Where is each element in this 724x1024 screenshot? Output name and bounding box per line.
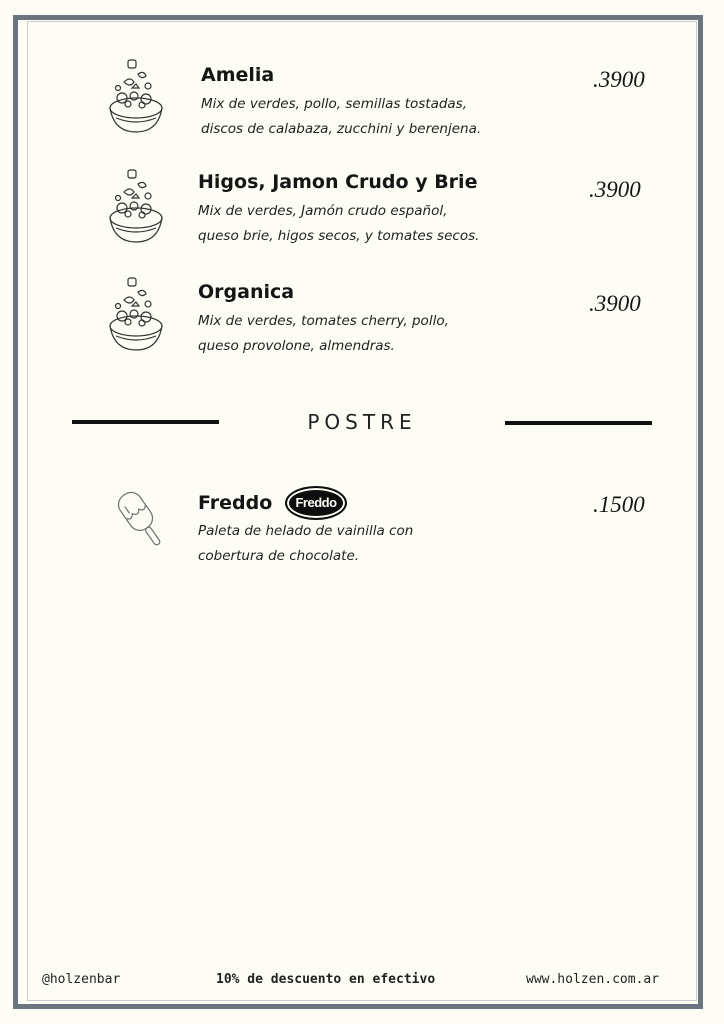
ice-cream-bar-icon <box>106 488 176 554</box>
item-name: Higos, Jamon Crudo y Brie <box>198 171 478 193</box>
item-name: Amelia <box>201 64 275 86</box>
item-description-line: queso provolone, almendras. <box>198 338 395 354</box>
item-description-line: queso brie, higos secos, y tomates secos. <box>198 228 480 244</box>
salad-bowl-icon <box>104 52 168 138</box>
item-description-line: Paleta de helado de vainilla con <box>198 523 414 539</box>
item-price: .1500 <box>593 492 645 517</box>
salad-bowl-icon <box>104 270 168 356</box>
item-name: Freddo <box>198 492 273 514</box>
item-description-line: Mix de verdes, Jamón crudo español, <box>198 203 448 219</box>
item-description-line: Mix de verdes, pollo, semillas tostadas, <box>201 96 468 112</box>
footer-website: www.holzen.com.ar <box>526 972 660 987</box>
section-title: POSTRE <box>307 410 417 434</box>
item-description-line: Mix de verdes, tomates cherry, pollo, <box>198 313 449 329</box>
item-price: .3900 <box>589 177 641 202</box>
item-name: Organica <box>198 281 295 303</box>
footer-instagram-handle: @holzenbar <box>42 972 121 987</box>
item-price: .3900 <box>593 67 645 92</box>
footer-cash-discount: 10% de descuento en efectivo <box>216 972 436 987</box>
freddo-brand-logo: Freddo <box>285 486 347 520</box>
item-price: .3900 <box>589 291 641 316</box>
item-description-line: discos de calabaza, zucchini y berenjena. <box>201 121 482 137</box>
item-description-line: cobertura de chocolate. <box>198 548 360 564</box>
salad-bowl-icon <box>104 162 168 248</box>
section-divider-right <box>505 421 652 425</box>
